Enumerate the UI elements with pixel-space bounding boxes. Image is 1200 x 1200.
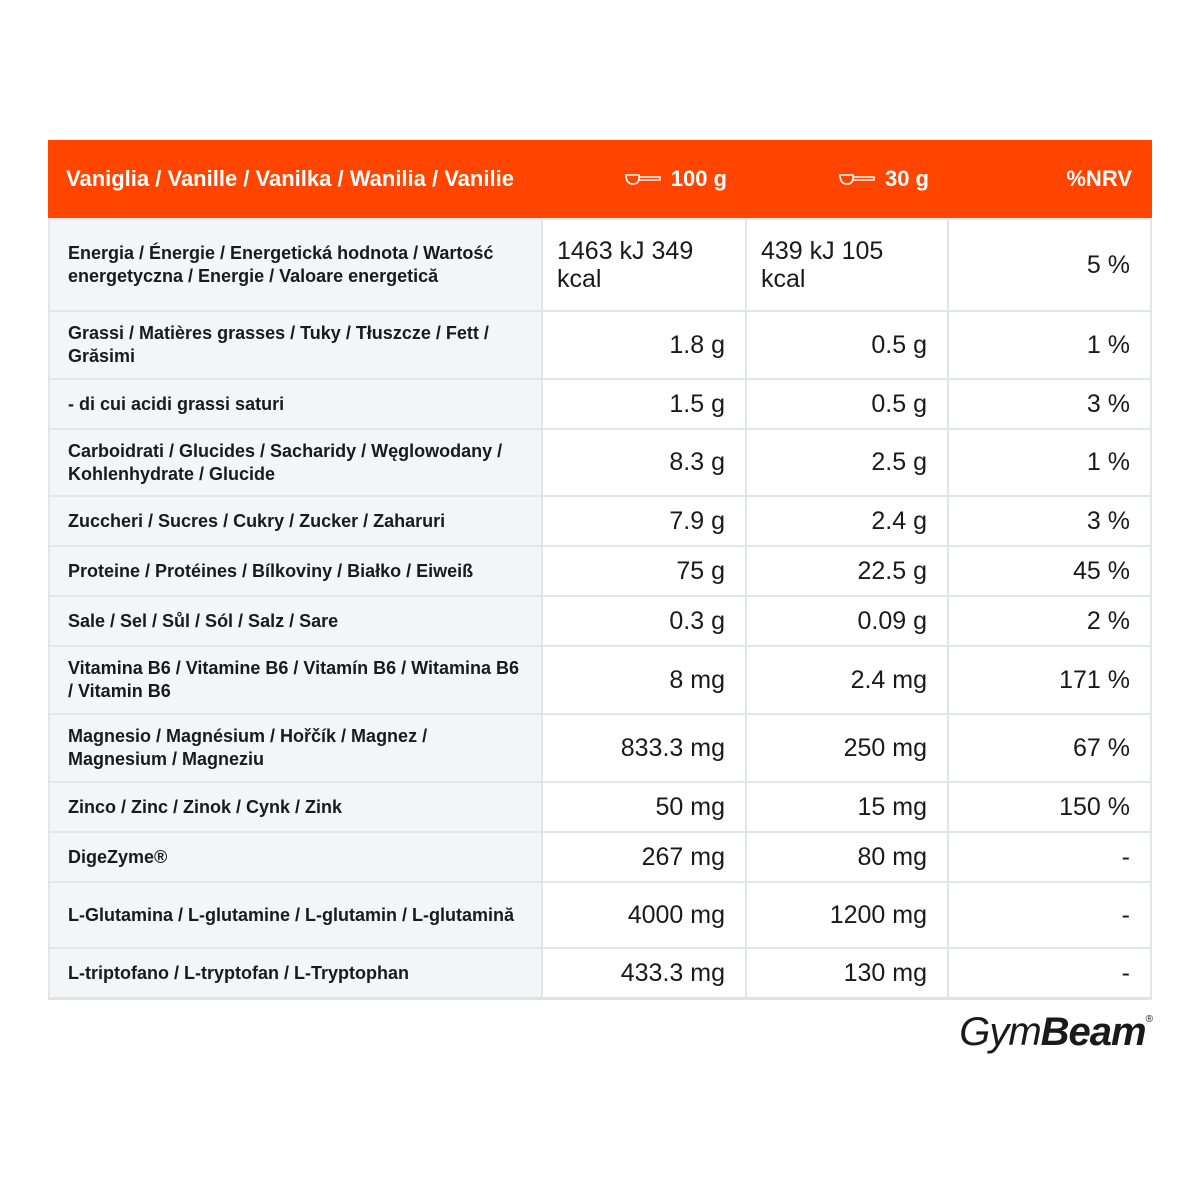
table-row bbox=[48, 378, 1152, 428]
header-nrv: %NRV bbox=[1066, 166, 1132, 191]
table-row bbox=[48, 831, 1152, 881]
nutrient-name: DigeZyme® bbox=[48, 833, 543, 881]
value-100g: 0.3 g bbox=[543, 597, 747, 645]
table-row bbox=[48, 495, 1152, 545]
value-100g: 7.9 g bbox=[543, 497, 747, 545]
table-header bbox=[48, 140, 1152, 218]
table-row bbox=[48, 310, 1152, 378]
value-30g: 22.5 g bbox=[747, 547, 949, 595]
value-100g: 75 g bbox=[543, 547, 747, 595]
value-nrv: 3 % bbox=[949, 497, 1152, 545]
value-30g: 439 kJ 105 kcal bbox=[747, 220, 949, 310]
nutrient-name: L-triptofano / L-tryptofan / L-Tryptophan bbox=[48, 949, 543, 997]
nutrient-name: L-Glutamina / L-glutamine / L-glutamin / L-glutamină bbox=[48, 883, 543, 947]
registered-mark: ® bbox=[1145, 1014, 1152, 1025]
value-nrv: 5 % bbox=[949, 220, 1152, 310]
value-30g: 15 mg bbox=[747, 783, 949, 831]
value-30g: 2.5 g bbox=[747, 430, 949, 495]
value-30g: 2.4 mg bbox=[747, 647, 949, 713]
nutrient-name: Magnesio / Magnésium / Hořčík / Magnez / Magnesium / Magneziu bbox=[48, 715, 543, 781]
nutrient-name: Energia / Énergie / Energetická hodnota / Wartość energetyczna / Energie / Valoare energetică bbox=[48, 220, 543, 310]
table-row bbox=[48, 218, 1152, 310]
header-100g bbox=[543, 140, 747, 218]
value-30g: 250 mg bbox=[747, 715, 949, 781]
value-100g: 833.3 mg bbox=[543, 715, 747, 781]
logo-gym: Gym bbox=[959, 1010, 1041, 1054]
nutrient-name: Proteine / Protéines / Bílkoviny / Białko / Eiweiß bbox=[48, 547, 543, 595]
value-nrv: 1 % bbox=[949, 430, 1152, 495]
table-row bbox=[48, 713, 1152, 781]
value-nrv: - bbox=[949, 833, 1152, 881]
value-100g: 8.3 g bbox=[543, 430, 747, 495]
table-row bbox=[48, 947, 1152, 997]
value-nrv: 150 % bbox=[949, 783, 1152, 831]
scoop-icon bbox=[839, 172, 875, 186]
value-30g: 80 mg bbox=[747, 833, 949, 881]
table-row bbox=[48, 781, 1152, 831]
value-100g: 267 mg bbox=[543, 833, 747, 881]
value-30g: 2.4 g bbox=[747, 497, 949, 545]
value-nrv: 171 % bbox=[949, 647, 1152, 713]
value-30g: 0.5 g bbox=[747, 380, 949, 428]
value-nrv: 45 % bbox=[949, 547, 1152, 595]
value-100g: 433.3 mg bbox=[543, 949, 747, 997]
header-100g-label: 100 g bbox=[670, 166, 727, 191]
value-30g: 1200 mg bbox=[747, 883, 949, 947]
nutrient-name: Grassi / Matières grasses / Tuky / Tłuszcze / Fett / Grăsimi bbox=[48, 312, 543, 378]
table-row bbox=[48, 595, 1152, 645]
header-30g bbox=[747, 140, 949, 218]
value-nrv: 3 % bbox=[949, 380, 1152, 428]
value-100g: 4000 mg bbox=[543, 883, 747, 947]
value-100g: 1.5 g bbox=[543, 380, 747, 428]
value-100g: 8 mg bbox=[543, 647, 747, 713]
nutrient-name: - di cui acidi grassi saturi bbox=[48, 380, 543, 428]
value-nrv: - bbox=[949, 949, 1152, 997]
table-row bbox=[48, 881, 1152, 947]
nutrition-table bbox=[48, 140, 1152, 1000]
table-row bbox=[48, 645, 1152, 713]
value-30g: 130 mg bbox=[747, 949, 949, 997]
value-30g: 0.5 g bbox=[747, 312, 949, 378]
table-row bbox=[48, 428, 1152, 495]
value-100g: 1463 kJ 349 kcal bbox=[543, 220, 747, 310]
table-row bbox=[48, 545, 1152, 595]
header-30g-label: 30 g bbox=[884, 166, 929, 191]
value-nrv: 1 % bbox=[949, 312, 1152, 378]
gymbeam-logo bbox=[959, 1010, 1152, 1055]
nutrient-name: Vitamina B6 / Vitamine B6 / Vitamín B6 / Witamina B6 / Vitamin B6 bbox=[48, 647, 543, 713]
value-nrv: - bbox=[949, 883, 1152, 947]
flavour-heading: Vaniglia / Vanille / Vanilka / Wanilia / Vanilie bbox=[66, 166, 514, 191]
value-100g: 1.8 g bbox=[543, 312, 747, 378]
nutrient-name: Sale / Sel / Sůl / Sól / Salz / Sare bbox=[48, 597, 543, 645]
value-30g: 0.09 g bbox=[747, 597, 949, 645]
nutrient-name: Zinco / Zinc / Zinok / Cynk / Zink bbox=[48, 783, 543, 831]
value-nrv: 2 % bbox=[949, 597, 1152, 645]
nutrient-name: Carboidrati / Glucides / Sacharidy / Węglowodany / Kohlenhydrate / Glucide bbox=[48, 430, 543, 495]
value-nrv: 67 % bbox=[949, 715, 1152, 781]
value-100g: 50 mg bbox=[543, 783, 747, 831]
scoop-icon bbox=[625, 172, 661, 186]
nutrient-name: Zuccheri / Sucres / Cukry / Zucker / Zaharuri bbox=[48, 497, 543, 545]
logo-beam: Beam bbox=[1040, 1010, 1146, 1054]
